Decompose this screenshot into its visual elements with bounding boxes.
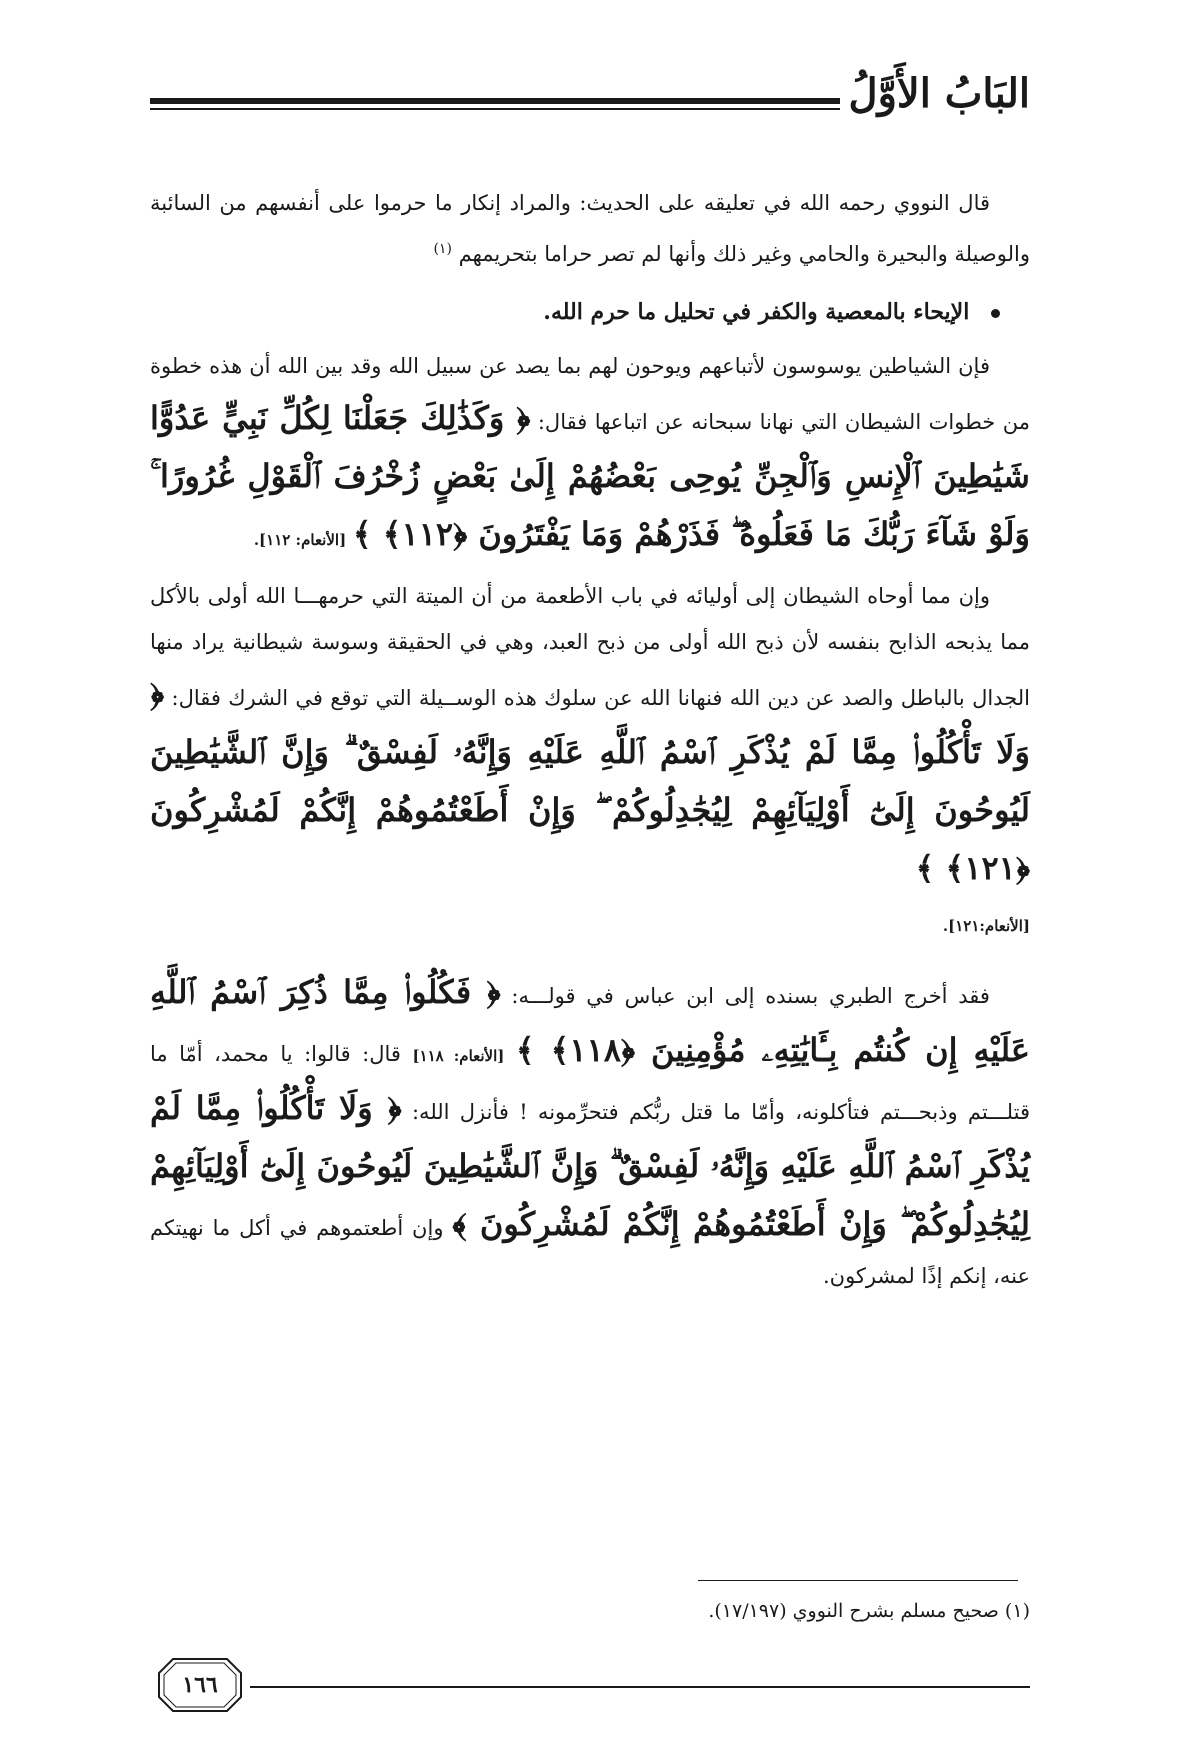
- footnote: (١) صحيح مسلم بشرح النووي (١٧/١٩٧).: [708, 1600, 1030, 1622]
- header-rule-thin: [150, 108, 840, 110]
- verse-reference: [الأنعام: ١١٢].: [253, 531, 347, 549]
- chapter-title: البَابُ الأَوَّلُ: [848, 70, 1030, 117]
- paragraph-mayta: [150, 573, 1030, 897]
- verse-reference: [الأنعام: ١١٨]: [412, 1047, 505, 1065]
- section-bullet: [150, 287, 1030, 337]
- verse-reference: [الأنعام:١٢١].: [942, 917, 1030, 935]
- paragraph-text: قال النووي رحمه الله في تعليقه على الحديث: والمراد إنكار ما حرموا على أنفسهم من السائبة والوصيلة والبحيرة والحامي وغير ذلك وأنها لم تصر حراما بتحريمهم: [150, 191, 1030, 266]
- page-header: [150, 70, 1030, 130]
- bullet-icon: [991, 309, 1000, 318]
- paragraph-text: فإن الشياطين يوسوسون لأتباعهم ويوحون لهم بما يصد عن سبيل الله وقد بين الله أن هذه خطوة من خطوات الشيطان التي نهانا سبحانه عن اتباعها فقال:: [150, 354, 1030, 434]
- quran-verse: ﴿ فَكُلُوا۟ مِمَّا ذُكِرَ ٱسْمُ ٱللَّهِ عَلَيْهِ إِن كُنتُم بِـَٔايَٰتِهِۦ مُؤْمِنِينَ ﴿١١٨﴾ ﴾: [150, 973, 1031, 1069]
- paragraph-nawawi: [150, 180, 1030, 277]
- quran-verse: ﴿ وَلَا تَأْكُلُوا۟ مِمَّا لَمْ يُذْكَرِ ٱسْمُ ٱللَّهِ عَلَيْهِ وَإِنَّهُۥ لَفِسْقٌ ۗ وَإِنَّ ٱلشَّيَٰطِينَ لَيُوحُونَ إِلَىٰٓ أَوْلِيَآئِهِمْ لِيُجَٰدِلُوكُمْ ۖ وَإِنْ أَطَعْتُمُوهُمْ إِنَّكُمْ لَمُشْرِكُونَ ﴿١٢١﴾ ﴾: [150, 675, 1030, 887]
- page-body: [150, 180, 1030, 1309]
- page-number-badge: [155, 1655, 245, 1715]
- paragraph-text: وإن أطعتموهم في أكل ما نهيتكم عنه، إنكم إذًا لمشركون.: [150, 1216, 1030, 1288]
- paragraph-text: وإن مما أوحاه الشيطان إلى أوليائه في باب الأطعمة من أن الميتة التي حرمهـــا الله أولى بالأكل مما يذبحه الذابح بنفسه لأن ذبح الله أولى من ذبح العبد، وهي في الحقيقة وسوسة شيطانية يراد منها الجدال بالباطل والصد عن دين الله فنهانا الله عن سلوك هذه الوســيلة التي توقع في الشرك فقال:: [150, 584, 1030, 710]
- paragraph-tabari: [150, 963, 1030, 1299]
- quran-verse: ﴿ وَكَذَٰلِكَ جَعَلْنَا لِكُلِّ نَبِيٍّ عَدُوًّا شَيَٰطِينَ ٱلْإِنسِ وَٱلْجِنِّ يُوحِى بَعْضُهُمْ إِلَىٰ بَعْضٍ زُخْرُفَ ٱلْقَوْلِ غُرُورًا ۚ وَلَوْ شَآءَ رَبُّكَ مَا فَعَلُوهُ ۖ فَذَرْهُمْ وَمَا يَفْتَرُونَ ﴿١١٢﴾ ﴾: [150, 399, 1030, 553]
- section-heading: الإيحاء بالمعصية والكفر في تحليل ما حرم الله.: [543, 299, 970, 325]
- header-rule-thick: [150, 98, 840, 104]
- quran-verse: ﴿ وَلَا تَأْكُلُوا۟ مِمَّا لَمْ يُذْكَرِ ٱسْمُ ٱللَّهِ عَلَيْهِ وَإِنَّهُۥ لَفِسْقٌ ۗ وَإِنَّ ٱلشَّيَٰطِينَ لَيُوحُونَ إِلَىٰٓ أَوْلِيَآئِهِمْ لِيُجَٰدِلُوكُمْ ۖ وَإِنْ أَطَعْتُمُوهُمْ إِنَّكُمْ لَمُشْرِكُونَ ﴾: [150, 1089, 1030, 1243]
- footnote-marker[interactable]: (١): [433, 241, 452, 257]
- page-number: ١٦٦: [182, 1672, 218, 1698]
- paragraph-text: فقد أخرج الطبري بسنده إلى ابن عباس في قولـــه:: [511, 984, 990, 1008]
- paragraph-shayatin: [150, 343, 1030, 563]
- paragraph-text: قال: قالوا: يا محمد، أمّا ما قتلـــتم وذبحـــتم فتأكلونه، وأمّا ما قتل ربُّكم فتحرِّمونه ! فأنزل الله:: [150, 1042, 1030, 1124]
- footnote-separator: [698, 1580, 1018, 1581]
- footer-rule: [250, 1686, 1030, 1688]
